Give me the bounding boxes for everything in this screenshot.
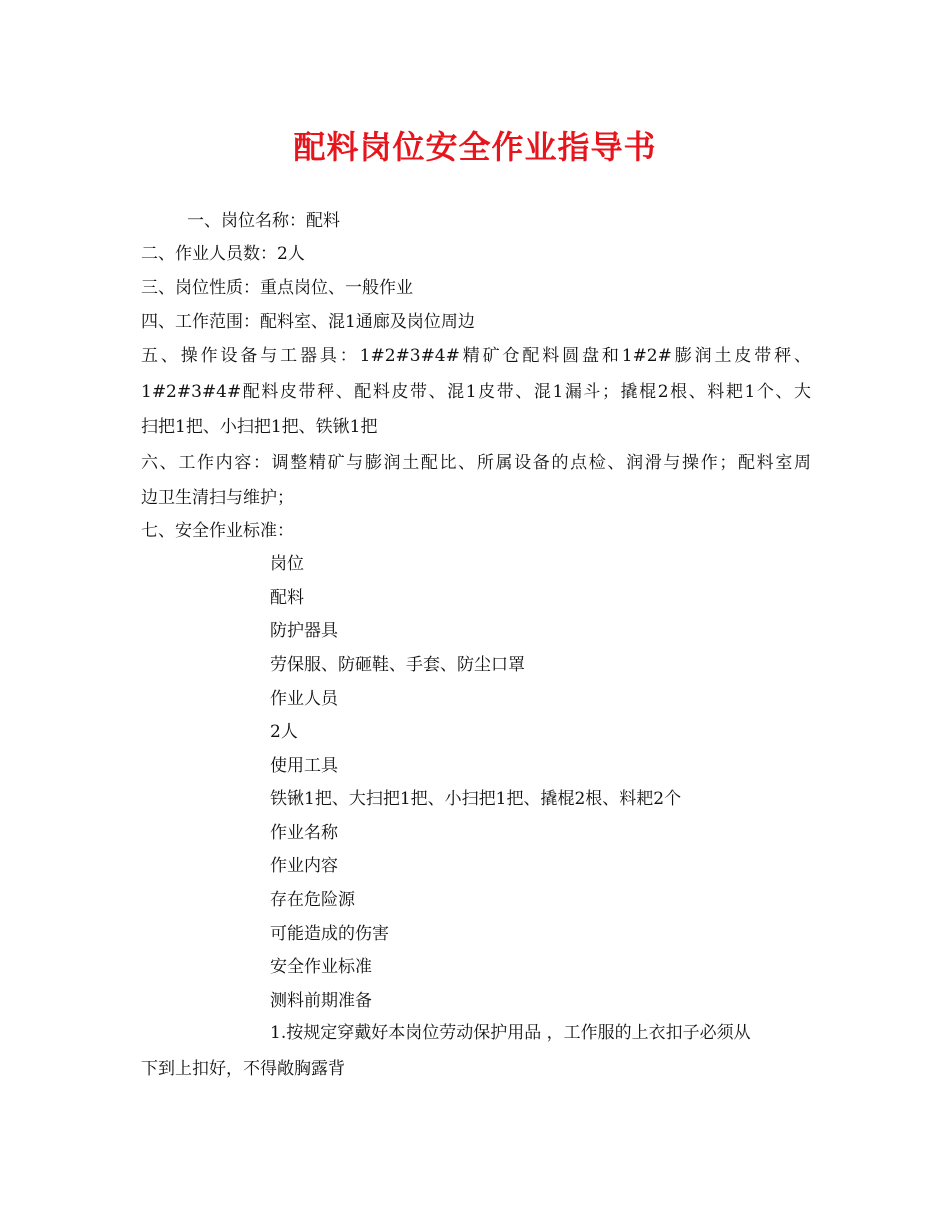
document-title: 配料岗位安全作业指导书 <box>293 128 657 166</box>
table-item: 作业人员 <box>270 689 338 709</box>
table-item: 2人 <box>270 722 298 742</box>
table-item: 劳保服、防砸鞋、手套、防尘口罩 <box>270 655 525 675</box>
section-line-work-scope: 四、工作范围：配料室、混1通廊及岗位周边 <box>141 312 475 332</box>
section-line-post-nature: 三、岗位性质：重点岗位、一般作业 <box>141 278 413 298</box>
table-item: 铁锹1把、大扫把1把、小扫把1把、撬棍2根、料耙2个 <box>270 789 682 809</box>
section-line-work-content-1: 六、工作内容：调整精矿与膨润土配比、所属设备的点检、润滑与操作；配料室周 <box>141 453 811 473</box>
section-line-equipment-1: 五、操作设备与工器具：1#2#3#4#精矿仓配料圆盘和1#2#膨润土皮带秤、 <box>141 346 811 366</box>
table-item: 测料前期准备 <box>270 991 372 1011</box>
table-item: 安全作业标准 <box>270 957 372 977</box>
section-line-equipment-2: 1#2#3#4#配料皮带秤、配料皮带、混1皮带、混1漏斗；撬棍2根、料耙1个、大 <box>141 382 811 402</box>
table-item: 防护器具 <box>270 621 338 641</box>
section-line-post-name: 一、岗位名称：配料 <box>187 211 340 231</box>
final-paragraph-line-1: 1.按规定穿戴好本岗位劳动保护用品 ，工作服的上衣扣子必须从 <box>270 1023 751 1043</box>
table-item: 使用工具 <box>270 756 338 776</box>
table-item: 存在危险源 <box>270 890 355 910</box>
section-line-staff-count: 二、作业人员数：2人 <box>141 244 305 264</box>
table-item: 岗位 <box>270 554 304 574</box>
section-line-work-content-2: 边卫生清扫与维护； <box>141 488 294 508</box>
final-paragraph-line-2: 下到上扣好，不得敞胸露背 <box>141 1059 345 1079</box>
section-line-equipment-3: 扫把1把、小扫把1把、铁锹1把 <box>141 417 378 437</box>
table-item: 作业名称 <box>270 823 338 843</box>
table-item: 可能造成的伤害 <box>270 924 389 944</box>
section-line-safety-standard: 七、安全作业标准： <box>141 521 294 541</box>
table-item: 作业内容 <box>270 856 338 876</box>
table-item: 配料 <box>270 588 304 608</box>
